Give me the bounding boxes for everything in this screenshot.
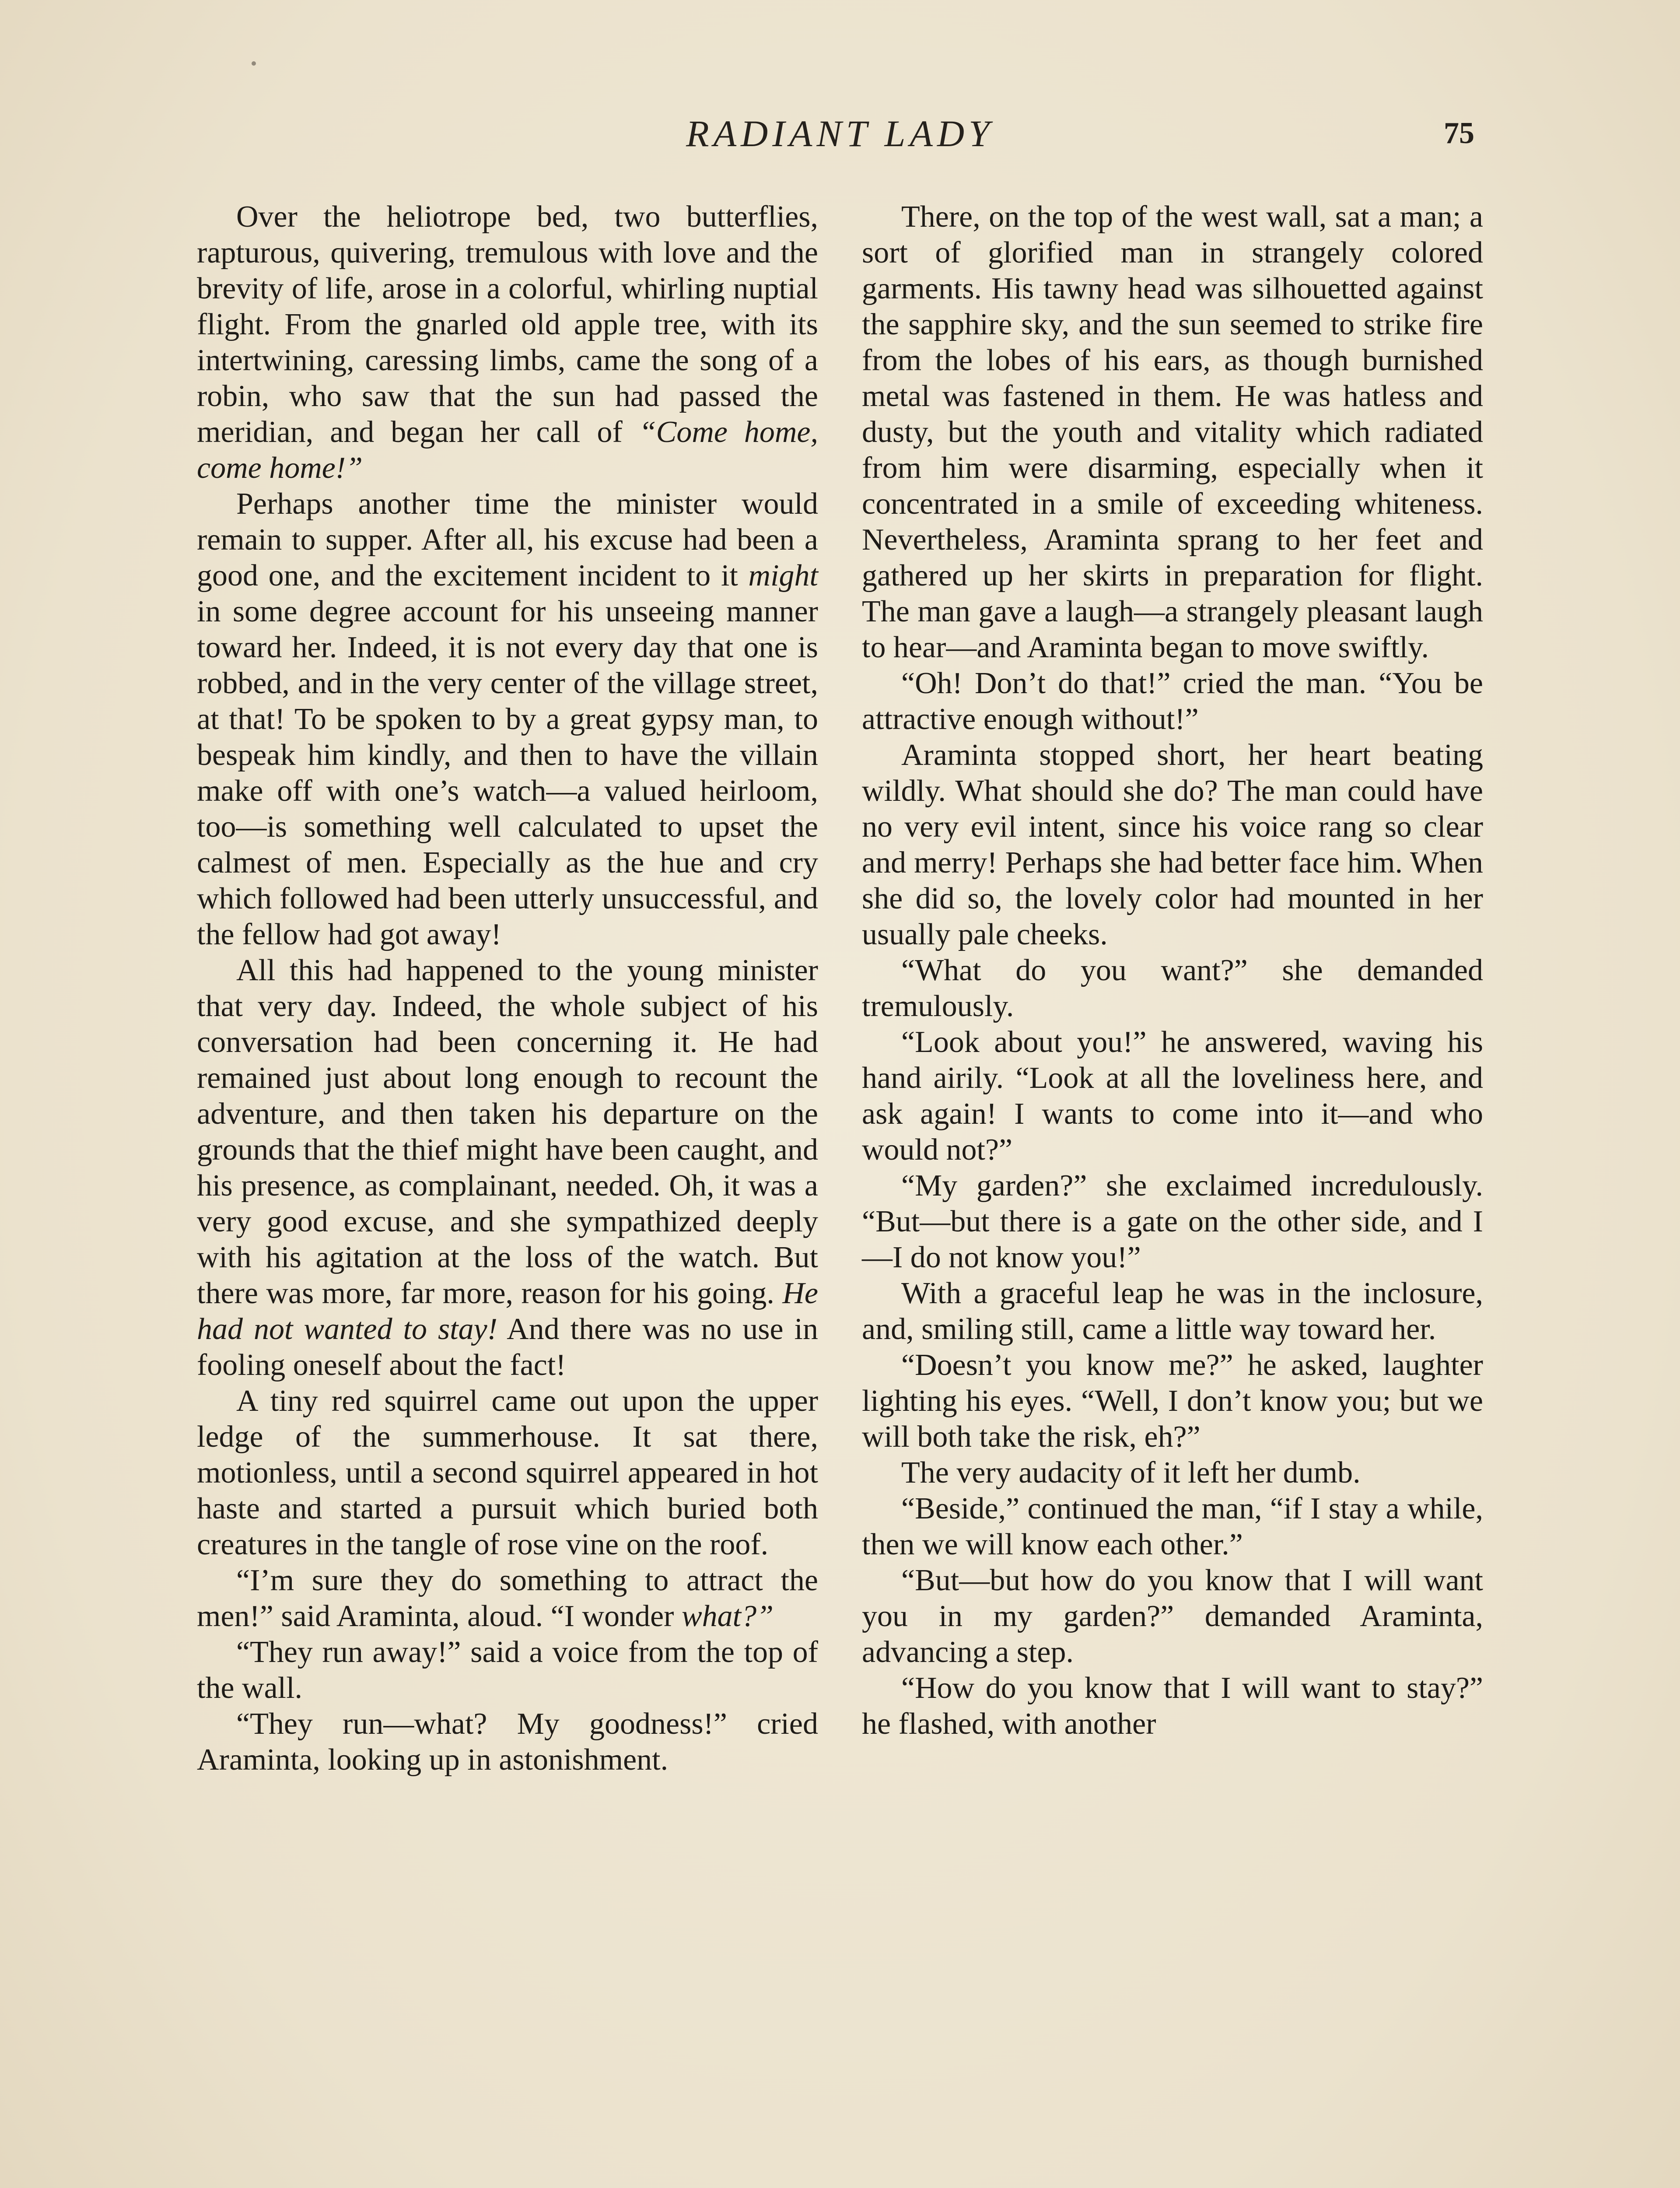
paragraph: “They run away!” said a voice from the top of the wall. [197,1635,818,1705]
paragraph: “Oh! Don’t do that!” cried the man. “You be attractive enough without!” [862,666,1483,736]
paragraph-text: All this had happened to the young minister that very day. Indeed, the whole subject of his conversation had been concerning it. He had remained just about long enough to recount the adventure, and then taken his departure on the grounds that the thief might have been caught, and his presence, as complainant, needed. Oh, it was a very good excuse, and she sympathized deeply with his agitation at the loss of the watch. But there was more, far more, reason for his going. [197,954,818,1310]
paragraph: “Look about you!” he answered, waving his hand airily. “Look at all the loveliness here, and ask again! I wants to come into it—and who would not?” [862,1025,1483,1167]
paragraph: “How do you know that I will want to stay?” he flashed, with another [862,1671,1483,1741]
paragraph: “But—but how do you know that I will want you in my garden?” demanded Araminta, advancing a step. [862,1564,1483,1669]
paragraph [197,1563,818,1634]
emphasized-text: “Come home, come home!” [197,415,818,485]
paragraph: The very audacity of it left her dumb. [901,1456,1361,1490]
paragraph-text: in some degree account for his unseeing manner toward her. Indeed, it is not every day that one is robbed, and in the very center of the village street, at that! To be spoken to by a great gypsy man, to bespeak him kindly, and then to have the villain make off with one’s watch—a valued heirloom, too—is something well calculated to upset the calmest of men. Especially as the hue and cry which followed had been utterly unsuccessful, and the fellow had got away! [197,595,818,951]
paragraph-text: And there was no use in fooling oneself about the fact! [197,1312,818,1382]
paragraph: “My garden?” she exclaimed incredulously. “But—but there is a gate on the other side, and I—I do not know you!” [862,1169,1483,1274]
paragraph: A tiny red squirrel came out upon the upper ledge of the summerhouse. It sat there, motionless, until a second squirrel appeared in hot haste and started a pursuit which buried both creatures in the tangle of rose vine on the roof. [197,1384,818,1561]
running-head-title: RADIANT LADY [686,112,994,154]
paragraph [197,199,818,486]
ink-speck [252,61,256,66]
paragraph [197,486,818,953]
paragraph: There, on the top of the west wall, sat a man; a sort of glorified man in strangely colored garments. His tawny head was silhouetted against the sapphire sky, and the sun seemed to strike fire from the lobes of his ears, as though burnished metal was fastened in them. He was hatless and dusty, but the youth and vitality which radiated from him were disarming, especially when it concentrated in a smile of exceeding whiteness. Nevertheless, Araminta sprang to her feet and gathered up her skirts in preparation for flight. The man gave a laugh—a strangely pleasant laugh to hear—and Araminta began to move swiftly. [862,200,1483,664]
emphasized-text: He had not wanted to stay! [197,1276,818,1346]
paragraph: “Beside,” continued the man, “if I stay a while, then we will know each other.” [862,1492,1483,1561]
emphasized-text: what?” [681,1599,774,1633]
emphasized-text: might [748,559,818,593]
paragraph-text: “I’m sure they do something to attract the men!” said Araminta, aloud. “I wonder [197,1564,818,1633]
paragraph: Araminta stopped short, her heart beating wildly. What should she do? The man could have no very evil intent, since his voice rang so clear and merry! Perhaps she had better face him. When she did so, the lovely color had mounted in her usually pale cheeks. [862,738,1483,951]
paragraph-text: Perhaps another time the minister would remain to supper. After all, his excuse had been a good one, and the excitement incident to it [197,487,818,593]
paragraph: “What do you want?” she demanded tremulously. [862,954,1483,1023]
paragraph: “Doesn’t you know me?” he asked, laughter lighting his eyes. “Well, I don’t know you; but we will both take the risk, eh?” [862,1348,1483,1454]
paragraph: With a graceful leap he was in the inclosure, and, smiling still, came a little way toward her. [862,1276,1483,1346]
right-text-column [862,199,1483,1742]
paragraph [197,953,818,1383]
paragraph: “They run—what? My goodness!” cried Araminta, looking up in astonishment. [197,1707,818,1777]
left-text-column [197,199,818,1778]
paragraph-text: Over the heliotrope bed, two butterflies, rapturous, quivering, tremulous with love and the brevity of life, arose in a colorful, whirling nuptial flight. From the gnarled old apple tree, with its intertwining, caressing limbs, came the song of a robin, who saw that the sun had passed the meridian, and began her call of [197,200,818,449]
page-number: 75 [1444,116,1474,150]
